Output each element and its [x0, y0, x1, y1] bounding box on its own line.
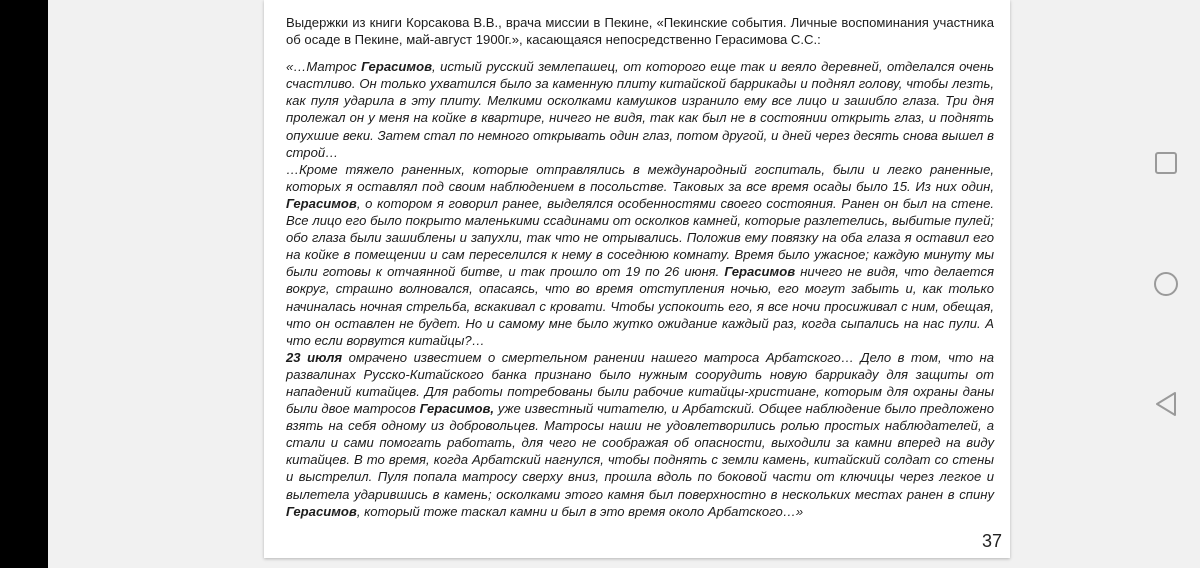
back-button[interactable]: [1150, 388, 1182, 420]
quote-text: …Кроме тяжело раненных, которые отправлялись в международный госпиталь, были и легко раненные, которых я оставлял под своим наблюдением в посольстве. Таковых за все время осады было 15. Из них один,: [286, 161, 994, 194]
circle-icon: [1150, 268, 1182, 300]
square-icon: [1150, 147, 1182, 179]
intro-paragraph: Выдержки из книги Корсакова В.В., врача миссии в Пекине, «Пекинские события. Личные воспоминания участника об осаде в Пекине, май-август 1900г.», касающаяся непосредственно Герасимова С.С.:: [286, 15, 994, 48]
quote-text: ничего не видя, что делается вокруг, страшно волновался, опасаясь, что во время отступления ночью, его могут забыть и, как только начиналась ночная стрельба, вскакивал с кровати. Чтобы успокоить его, я все ночи просиживал с ним, обещая, что он оставлен не будет. Но и самому мне было жутко ожидание каждый раз, когда сыпались на нас пули. А что если ворвутся китайцы?…: [286, 264, 994, 348]
name-highlight: Герасимов: [724, 264, 796, 280]
system-navigation-bar: [1130, 0, 1200, 568]
quote-text: , истый русский землепашец, от которого еще так и веяло деревней, отделался очень счастливо. Он только ухватился было за каменную плиту китайской баррикады и поднял голову, чтобы лезть, как пуля ударила в эту плиту. Мелкими осколками камушков изранило ему все лицо и зашибло глаза. Три дня пролежал он у меня на койке в квартире, ничего не видя, так как был не в состоянии открыть глаз, и поднять опухшие веки. Затем стал по немного открывать один глаз, потом другой, и дней через десять снова вышел в строй…: [286, 59, 994, 160]
home-button[interactable]: [1150, 268, 1182, 300]
name-highlight: Герасимов: [286, 195, 357, 211]
recent-apps-button[interactable]: [1150, 147, 1182, 179]
quote-text: омрачено известием о смертельном ранении нашего матроса Арбатского… Дело в том, что на развалинах Русско-Китайского банка признано было нужным соорудить новую баррикаду для защиты от нападений китайцев. Для работы потребованы были рабочие китайцы-христиане, которым для охраны даны были двое матросов: [286, 349, 994, 417]
quote-paragraph-3: [286, 349, 994, 520]
quote-text: «…Матрос: [286, 59, 362, 75]
quote-paragraph-2: [286, 161, 994, 349]
triangle-back-icon: [1150, 388, 1182, 420]
quote-text: , который тоже таскал камни и был в это время около Арбатского…»: [356, 503, 804, 519]
date-highlight: 23 июля: [286, 349, 343, 365]
quote-text: , о котором я говорил ранее, выделялся особенностями своего состояния. Ранен он был на стене. Все лицо его было покрыто маленькими ссадинами от осколков камней, которые разлетелись, выбитые пулей; обо глаза были зашиблены и запухли, так что не отрывались. Положив ему повязку на оба глаза я оставил его на койке в помещении и сам переселился к нему в соседнюю комнату. Время было ужасное; каждую минуту мы были готовы к отчаянной битве, и так прошло от 19 по 26 июня.: [286, 195, 994, 280]
name-highlight: Герасимов: [361, 59, 432, 75]
page-text: [286, 14, 994, 520]
name-highlight: Герасимов: [286, 503, 357, 519]
page-number: 37: [981, 531, 1002, 551]
name-highlight: Герасимов,: [419, 401, 495, 417]
document-page: [264, 0, 1010, 558]
document-viewer[interactable]: [48, 0, 1130, 568]
quote-paragraph-1: [286, 58, 994, 161]
quote-text: уже известный читателю, и Арбатский. Общее наблюдение было предложено взять на себя одному из добровольцев. Матросы наши не удовлетворились ролью простых наблюдателей, а стали и сами помогать работать, для чего не соображая об опасности, выходили за камни вперед на виду китайцев. В то время, когда Арбатский нагнулся, чтобы поднять с земли камень, китайский солдат со стены и выстрелил. Пуля попала матросу сверху вниз, прошла вдоль по боковой части от ключицы через легкое и вылетела ударившись в камень; осколками этого камня был поверхностно в нескольких местах ранен в спину: [286, 401, 994, 502]
